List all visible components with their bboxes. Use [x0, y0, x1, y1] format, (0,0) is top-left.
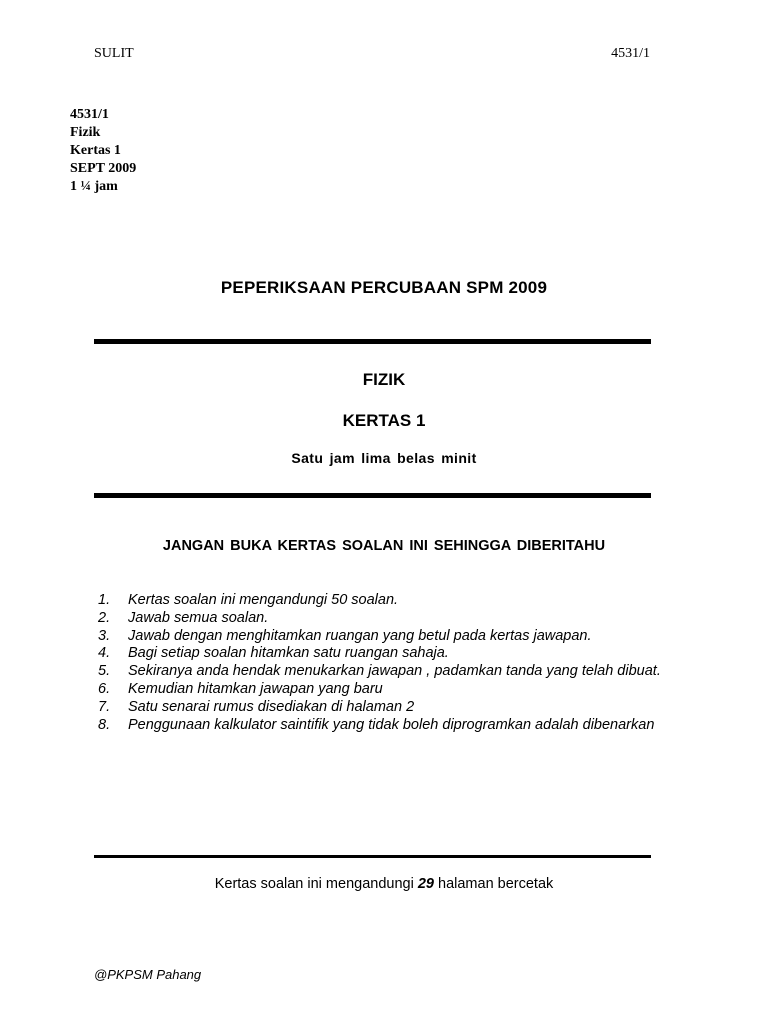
item-text: Penggunaan kalkulator saintifik yang tidak boleh diprogramkan adalah dibenarkan — [128, 716, 655, 733]
item-number: 1. — [98, 592, 111, 608]
duration-text: Satu jam lima belas minit — [291, 450, 477, 466]
list-item — [98, 628, 678, 646]
subject-title: FIZIK — [362, 370, 406, 389]
item-number: 2. — [98, 609, 111, 626]
list-item — [98, 717, 678, 735]
page-count-suffix: halaman bercetak — [433, 876, 554, 892]
paper-subject: Fizik — [70, 125, 101, 140]
middle-divider — [94, 493, 651, 498]
item-number: 7. — [98, 698, 111, 715]
item-number: 3. — [98, 627, 111, 644]
item-text: Sekiranya anda hendak menukarkan jawapan , padamkan tanda yang telah dibuat. — [128, 663, 661, 680]
item-text: Bagi setiap soalan hitamkan satu ruangan sahaja. — [128, 645, 449, 662]
item-text: Jawab dengan menghitamkan ruangan yang betul pada kertas jawapan. — [128, 627, 592, 644]
paper-info-block — [70, 106, 136, 196]
paper-code: 4531/1 — [70, 107, 109, 122]
header-right-code: 4531/1 — [611, 46, 650, 61]
list-item — [98, 645, 678, 663]
page-count-number: 29 — [417, 876, 434, 892]
credit-text: @PKPSM Pahang — [94, 967, 202, 982]
page-count-prefix: Kertas soalan ini mengandungi — [214, 876, 418, 892]
item-text: Kemudian hitamkan jawapan yang baru — [128, 680, 383, 697]
header-left-label: SULIT — [94, 46, 134, 61]
item-number: 4. — [98, 645, 111, 662]
paper-date: SEPT 2009 — [70, 161, 137, 176]
item-number: 5. — [98, 663, 111, 680]
item-number: 6. — [98, 680, 111, 697]
exam-title: PEPERIKSAAN PERCUBAAN SPM 2009 — [220, 278, 548, 297]
item-text: Kertas soalan ini mengandungi 50 soalan. — [128, 592, 399, 608]
paper-duration: 1 ¼ jam — [70, 179, 118, 194]
list-item — [98, 681, 678, 699]
list-item — [98, 663, 678, 681]
item-text: Satu senarai rumus disediakan di halaman 2 — [128, 698, 415, 715]
instructions-list — [98, 592, 678, 734]
item-text: Jawab semua soalan. — [128, 609, 269, 626]
list-item — [98, 610, 678, 628]
paper-number: Kertas 1 — [70, 143, 121, 158]
list-item — [98, 699, 678, 717]
paper-title: KERTAS 1 — [342, 411, 426, 430]
bottom-divider — [94, 855, 651, 858]
top-divider — [94, 339, 651, 344]
page-count-note — [0, 876, 768, 892]
item-number: 8. — [98, 716, 111, 733]
warning-heading: JANGAN BUKA KERTAS SOALAN INI SEHINGGA DIBERITAHU — [162, 538, 606, 554]
list-item — [98, 592, 678, 610]
